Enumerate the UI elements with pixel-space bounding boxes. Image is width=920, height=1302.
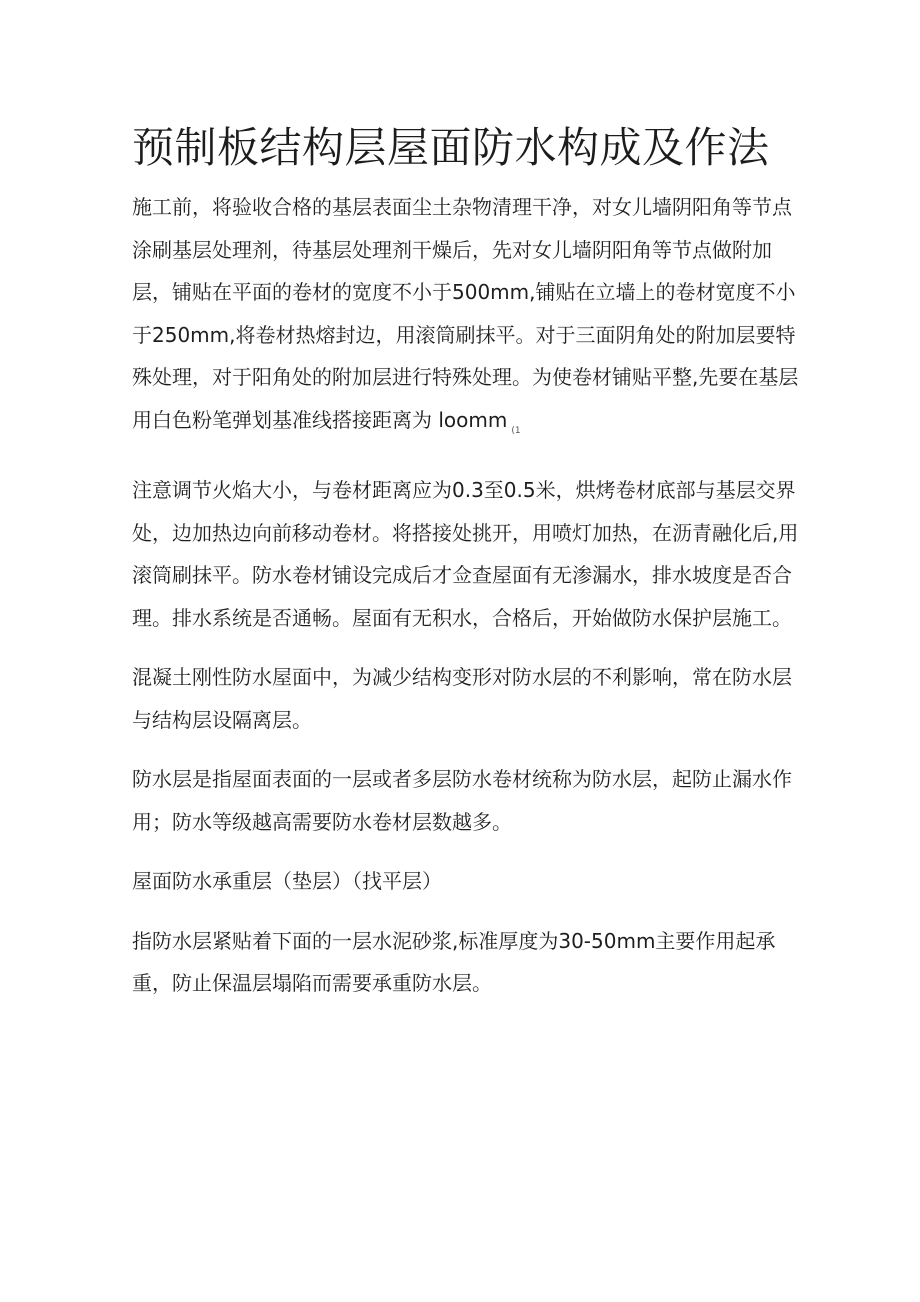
paragraph-flame-adjustment: 注意调节火焰大小，与卷材距离应为0.3至0.5米，烘烤卷材底部与基层交界处，边加热边向前移动卷材。将搭接处挑开，用喷灯加热，在沥青融化后,用滚筒刷抹平。防水卷材铺设完成后才佥查屋面有无渗漏水，排水坡度是否合理。排水系统是否通畅。屋面有无积水，合格后，开始做防水保护层施工。	[132, 478, 799, 630]
paragraph-waterproof-layer: 防水层是指屋面表面的一层或者多层防水卷材统称为防水层，起防止漏水作用；防水等级越高需要防水卷材层数越多。	[132, 767, 792, 834]
paragraph-bearing-layer-desc: 指防水层紧贴着下面的一层水泥砂浆,标准厚度为30-50mm主要作用起承重，防止保温层塌陷而需要承重防水层。	[132, 928, 776, 995]
paragraph-text: 施工前，将验收合格的基层表面尘土杂物清理干净，对女儿墙阴阳角等节点涂刷基层处理剂，待基层处理剂干燥后，先对女儿墙阴阳角等节点做附加层，铺贴在平面的卷材的宽度不小于500mm,铺贴在立墙上的卷材宽度不小于250mm,将卷材热熔封边，用滚筒刷抹平。对于三面阴角处的附加层要特殊处理，对于阳角处的附加层进行特殊处理。为使卷材铺贴平整,先要在基层用白色粉笔弹划基准线搭接距离为 loomm	[132, 195, 799, 432]
paragraph-construction-prep	[132, 186, 800, 452]
paragraph-bearing-layer-heading: 屋面防水承重层（垫层）（找平层）	[132, 869, 442, 893]
paragraph-isolation-layer: 混凝土刚性防水屋面中，为减少结构变形对防水层的不利影响，常在防水层与结构层设隔离层。	[132, 665, 792, 732]
footnote-mark: (1	[511, 425, 521, 436]
document-body	[132, 186, 800, 1005]
document-title: 预制板结构层屋面防水构成及作法	[132, 123, 770, 172]
